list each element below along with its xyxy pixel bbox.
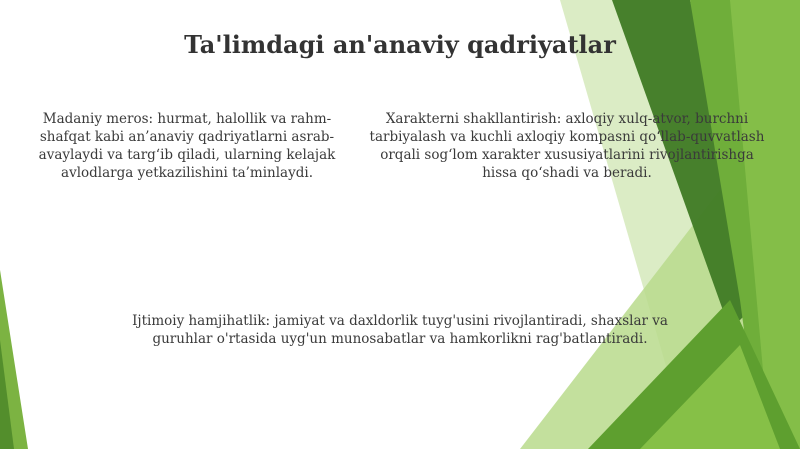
text-block-social-cohesion: Ijtimoiy hamjihatlik: jamiyat va daxldorlik tuyg'usini rivojlantiradi, shaxslar va guruhlar o'rtasida uyg'un munosabatlar va hamkorlikni rag'batlantiradi. (132, 313, 668, 347)
text-block-cultural-heritage: Madaniy meros: hurmat, halollik va rahm-shafqat kabi an’anaviy qadriyatlarni asrab-avaylaydi va targ‘ib qiladi, ularning kelajak avlodlarga yetkazilishini ta’minlaydi. (38, 111, 336, 181)
text-block-character-building: Xarakterni shakllantirish: axloqiy xulq-atvor, burchni tarbiyalash va kuchli axloqiy kompasni qo‘llab-quvvatlash orqali sog‘lom xarakter xususiyatlarini rivojlantirishga hissa qo‘shadi va beradi. (369, 111, 765, 181)
slide-title: Ta'limdagi an'anaviy qadriyatlar (184, 30, 616, 59)
